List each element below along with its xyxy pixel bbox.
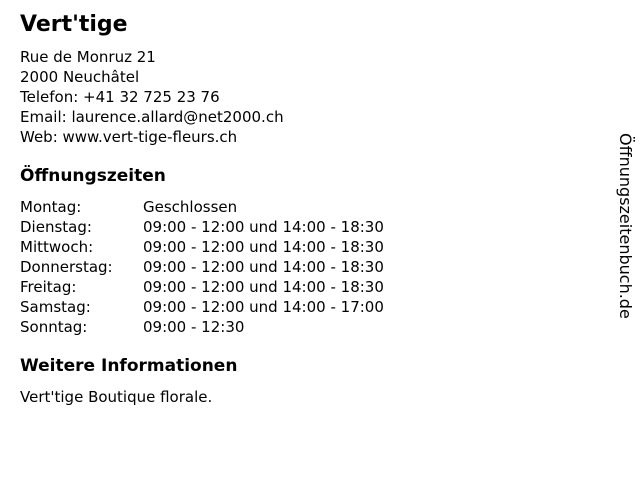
hours-row-monday [20,197,592,217]
hours-row-tuesday [20,217,592,237]
hours-row-friday [20,277,592,297]
hours-heading: Öffnungszeiten [20,166,166,186]
time-value: 09:00 - 12:00 und 14:00 - 18:30 [143,258,384,276]
hours-row-wednesday [20,237,592,257]
hours-table [20,197,592,337]
day-label: Montag: [20,198,82,216]
time-value: 09:00 - 12:00 und 14:00 - 18:30 [143,238,384,256]
day-label: Dienstag: [20,218,92,236]
hours-row-thursday [20,257,592,277]
address-line-street: Rue de Monruz 21 [20,48,156,66]
time-value: Geschlossen [143,198,238,216]
day-label: Samstag: [20,298,91,316]
time-value: 09:00 - 12:30 [143,318,245,336]
address-line-city: 2000 Neuchâtel [20,68,140,86]
contact-web: Web: www.vert-tige-fleurs.ch [20,128,238,146]
time-value: 09:00 - 12:00 und 14:00 - 18:30 [143,278,384,296]
day-label: Sonntag: [20,318,88,336]
day-label: Mittwoch: [20,238,94,256]
page-title: Vert'tige [20,12,128,37]
hours-row-saturday [20,297,592,317]
info-text: Vert'tige Boutique florale. [20,388,213,406]
day-label: Donnerstag: [20,258,113,276]
watermark-site-name: Öffnungszeitenbuch.de [616,133,635,319]
time-value: 09:00 - 12:00 und 14:00 - 18:30 [143,218,384,236]
contact-email: Email: laurence.allard@net2000.ch [20,108,284,126]
day-label: Freitag: [20,278,77,296]
contact-block [20,47,592,147]
hours-row-sunday [20,317,592,337]
time-value: 09:00 - 12:00 und 14:00 - 17:00 [143,298,384,316]
main-content [20,0,592,407]
contact-phone: Telefon: +41 32 725 23 76 [20,88,220,106]
info-heading: Weitere Informationen [20,356,238,376]
